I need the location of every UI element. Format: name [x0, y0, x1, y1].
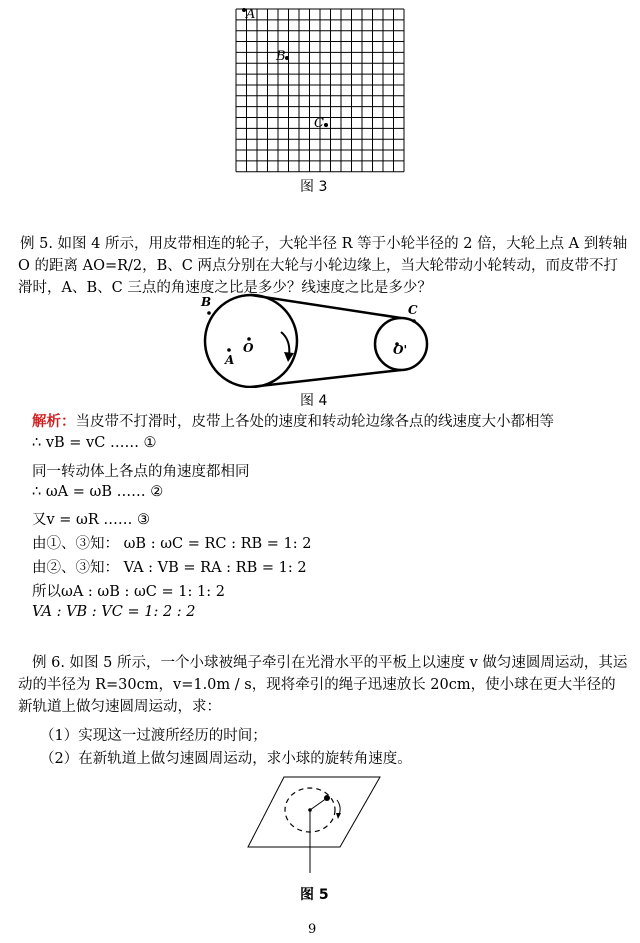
label-o: O [243, 341, 254, 355]
string-radius [310, 798, 327, 810]
analysis-line-7: 所以ωA : ωB : ωC = 1: 1: 2 [32, 584, 225, 600]
motion-arrow [337, 800, 340, 815]
label-b: B [201, 295, 212, 309]
analysis-line-6: 由②、③知： VA : VB = RA : RB = 1: 2 [32, 560, 307, 576]
figure-4-caption: 图 4 [300, 393, 328, 409]
analysis-line-1: ∴ vB = vC …… ① [32, 435, 157, 451]
page-number: 9 [308, 922, 317, 937]
example-5-paragraph: 例 5. 如图 4 所示，用皮带相连的轮子，大轮半径 R 等于小轮半径的 2 倍，大轮上点 A 到转轴 O 的距离 AO=R/2，B、C 两点分别在大轮与小轮边缘上，当大轮带动小轮转动，而皮带不打滑时，A、B、C 三点的角速度之比是多少？线速度之比是多少？ [18, 236, 628, 296]
motion-arrowhead [336, 813, 341, 819]
belt-top [251, 295, 401, 318]
label-a: A [246, 8, 256, 22]
analysis-line-5: 由①、③知： ωB : ωC = RC : RB = 1: 2 [32, 536, 312, 552]
figure-4-pulleys [195, 292, 435, 388]
point-c-dot [324, 123, 328, 127]
analysis-line-4: 又v = ωR …… ③ [32, 512, 151, 528]
label-a: A [225, 353, 235, 367]
figure-3-caption: 图 3 [300, 179, 328, 195]
label-b: B [276, 49, 286, 64]
example-6-paragraph: 例 6. 如图 5 所示，一个小球被绳子牵引在光滑水平的平板上以速度 v 做匀速圆周运动，其运动的半径为 R=30cm，v=1.0m / s，现将牵引的绳子迅速放长 20cm，使小球在更大半径的新轨道上做匀速圆周运动，求： [18, 655, 628, 715]
ball [324, 795, 330, 801]
label-c: C [314, 116, 324, 131]
figure-3-grid [228, 8, 408, 174]
analysis-intro: 当皮带不打滑时，皮带上各处的速度和转动轮边缘各点的线速度大小都相等 [75, 414, 554, 430]
label-c: C [408, 303, 418, 317]
analysis-line-2: 同一转动体上各点的角速度都相同 [32, 464, 250, 480]
analysis-line-3: ∴ ωA = ωB …… ② [32, 484, 164, 500]
label-o-prime: O' [393, 343, 408, 357]
example-6-question-2: （2）在新轨道上做匀速圆周运动，求小球的旋转角速度。 [40, 751, 412, 767]
figure-5-caption: 图 5 [300, 887, 329, 903]
analysis-intro-line [32, 410, 554, 431]
analysis-line-8: VA : VB : VC = 1: 2 : 2 [32, 604, 196, 620]
example-6-question-1: （1）实现这一过渡所经历的时间； [40, 728, 267, 744]
point-c-dot [412, 319, 416, 323]
figure-5-plate [244, 775, 384, 875]
point-a-dot [227, 348, 231, 352]
point-b-dot [285, 56, 289, 60]
plate-outline [248, 777, 380, 847]
point-b-dot [207, 311, 211, 315]
analysis-label: 解析： [32, 413, 76, 430]
belt-bottom [251, 370, 401, 387]
